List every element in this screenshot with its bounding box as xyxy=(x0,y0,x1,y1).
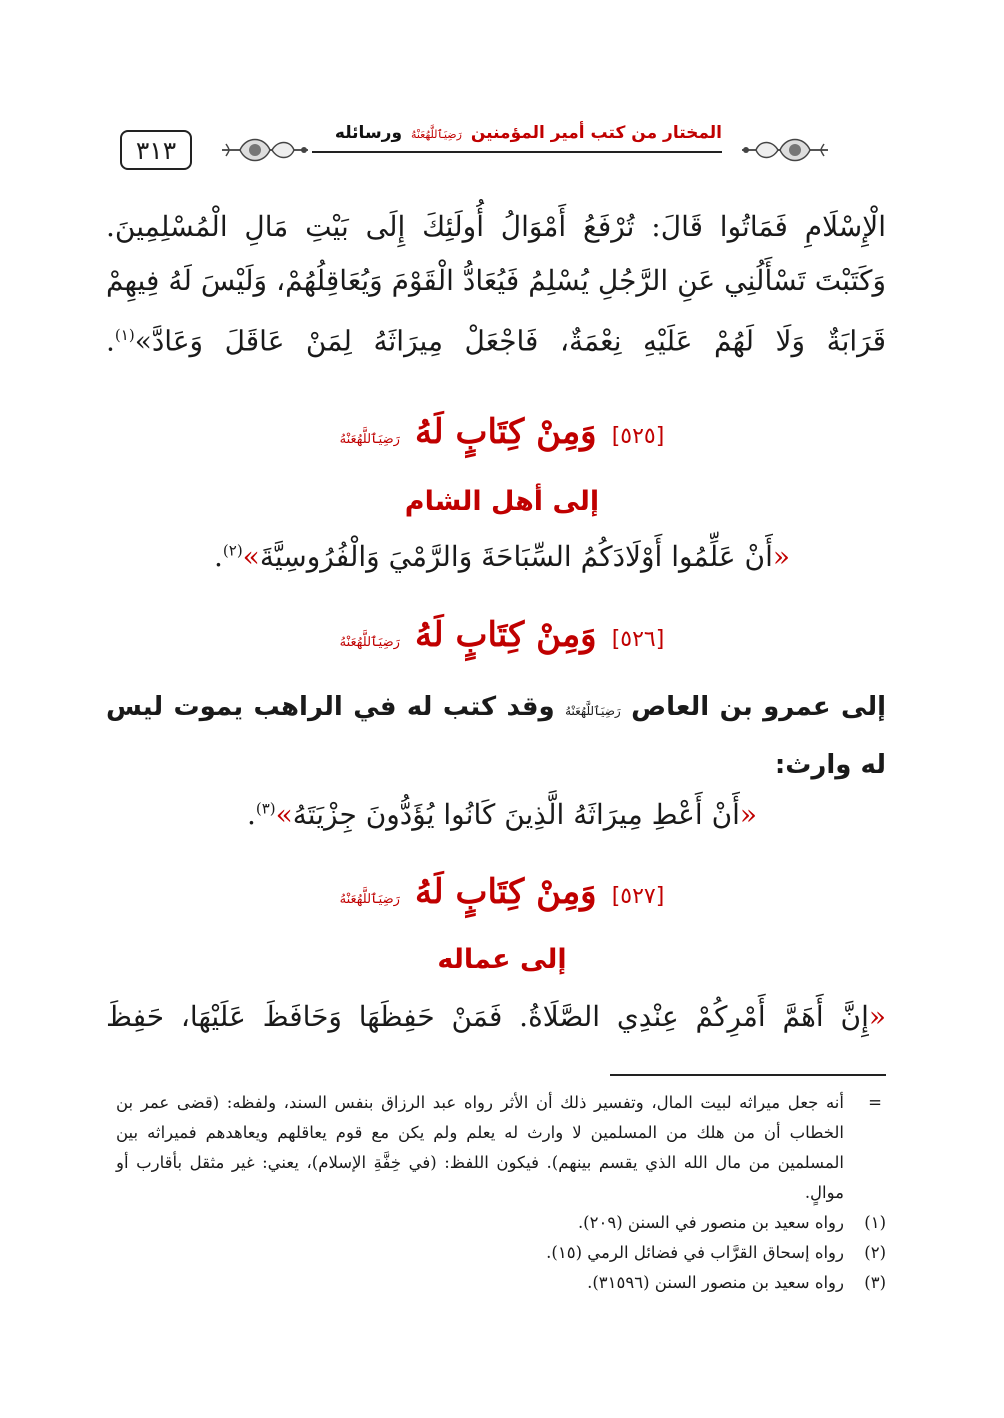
section-phrase: وَمِنْ كِتَابٍ لَهُ xyxy=(415,412,597,452)
footnote-continuation: = أنه جعل ميراثه لبيت المال، وتفسير ذلك أن الأثر رواه عبد الرزاق بنفس السند، ولفظه: (قضى عمر بن الخطاب أن من هلك من المسلمين لا وارث له يعلم ولم يكن مع قوم يعاقلهم ويعاهدهم فميراثه بين المسلمين من مال الله الذي يقسم بينهم). فيكون اللفظ: (في خِفَّةِ الإسلام)، يعني: غير مثقل بأقارب أو موالٍ. xyxy=(116,1088,886,1208)
section-number: [٥٢٦] xyxy=(611,627,665,652)
section-number: [٥٢٥] xyxy=(611,424,665,449)
running-title-text: المختار من كتب أمير المؤمنين xyxy=(470,123,722,143)
honorific-glyph: رَضِيَٱللَّهُعَنْهُ xyxy=(339,635,400,650)
section-subtitle: إلى عماله xyxy=(437,944,567,975)
section-title-526 xyxy=(0,615,1004,655)
continuation-mark: = xyxy=(868,1093,882,1112)
intro-line: قَرَابَةٌ وَلَا لَهُمْ عَلَيْهِ نِعْمَةٌ، فَاجْعَلْ مِيرَاثَهُ لِمَنْ عَاقَلَ وَعَادَّ»$^{(١)}$. xyxy=(106,324,886,358)
section-title-527 xyxy=(0,872,1004,912)
footnote-ref: (٢) xyxy=(222,541,243,560)
running-title-suffix: ورسائله xyxy=(334,123,403,143)
quote-526: «أَنْ أَعْطِ مِيرَاثَهُ الَّذِينَ كَانُوا يُؤَدُّونَ جِزْيَتَهُ»$^{(٣)}$. xyxy=(246,798,758,831)
footnote-ref: (٣) xyxy=(255,799,276,818)
section-title-525 xyxy=(0,412,1004,452)
footnote-item: (٣) رواه سعيد بن منصور السنن (٣١٥٩٦). xyxy=(587,1273,886,1292)
intro-paragraph xyxy=(106,200,886,368)
header-rule xyxy=(312,151,722,153)
footnotes xyxy=(116,1088,886,1298)
section-phrase: وَمِنْ كِتَابٍ لَهُ xyxy=(415,615,597,655)
ornament-right-icon xyxy=(740,132,830,168)
page-header xyxy=(110,118,900,178)
ornament-left-icon xyxy=(220,132,310,168)
footnote-item: (١) رواه سعيد بن منصور في السنن (٢٠٩). xyxy=(577,1213,886,1232)
section-subtitle: إلى أهل الشام xyxy=(404,486,600,517)
honorific-glyph: رَضِيَٱللَّهُعَنْهُ xyxy=(565,704,621,718)
honorific-glyph: رَضِيَٱللَّهُعَنْهُ xyxy=(339,432,400,447)
honorific-glyph: رَضِيَٱللَّهُعَنْهُ xyxy=(410,128,462,141)
footnote-ref: (١) xyxy=(114,326,135,344)
intro-line: وَكَتَبْتَ تَسْأَلُنِي عَنِ الرَّجُلِ يُسْلِمُ فَيُعَادُّ الْقَوْمَ وَيُعَاقِلُهُمْ، وَلَيْسَ لَهُ فِيهِمْ xyxy=(106,264,886,297)
honorific-glyph: رَضِيَٱللَّهُعَنْهُ xyxy=(339,892,400,907)
footnote-item: (٢) رواه إسحاق القرَّاب في فضائل الرمي (١٥). xyxy=(546,1243,886,1262)
intro-line: الْإِسْلَامِ فَمَاتُوا قَالَ: تُرْفَعُ أَمْوَالُ أُولَئِكَ إِلَى بَيْتِ مَالِ الْمُسْلِمِينَ. xyxy=(106,210,886,243)
section-phrase: وَمِنْ كِتَابٍ لَهُ xyxy=(415,872,597,912)
section-number: [٥٢٧] xyxy=(611,884,665,909)
quote-527: «إِنَّ أَهَمَّ أَمْرِكُمْ عِنْدِي الصَّلَاةُ. فَمَنْ حَفِظَهَا وَحَافَظَ عَلَيْهَا، حَفِظَ xyxy=(106,1000,886,1033)
section-526-subtitle: إلى عمرو بن العاص رَضِيَٱللَّهُعَنْهُ وقد كتب له في الراهب يموت ليس له وارث: xyxy=(106,692,886,780)
running-title xyxy=(335,123,722,143)
footnote-rule xyxy=(610,1074,886,1076)
page-number: ٣١٣ xyxy=(120,130,192,170)
quote-525: «أَنْ عَلِّمُوا أَوْلَادَكُمُ السِّبَاحَةَ وَالرَّمْيَ وَالْفُرُوسِيَّةَ»$^{(٢)}$. xyxy=(213,540,791,573)
